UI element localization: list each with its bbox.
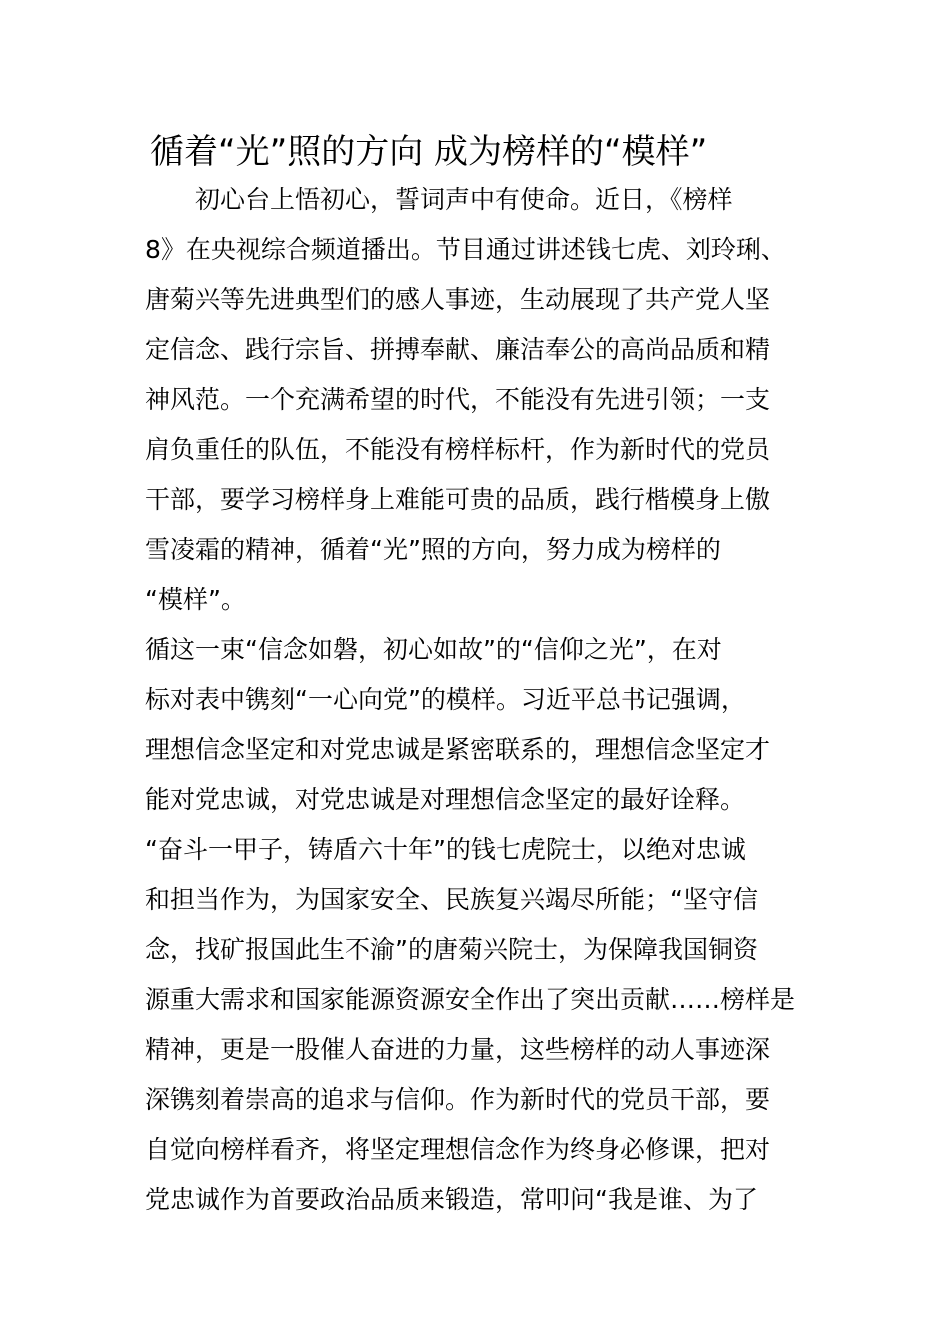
- body-line-9: “模样”。: [145, 585, 246, 614]
- body-line-10: 循这一束“信念如磐，初心如故”的“信仰之光”，在对: [145, 635, 722, 664]
- body-line-12: 理想信念坚定和对党忠诚是紧密联系的，理想信念坚定才: [145, 735, 771, 764]
- body-line-11: 标对表中镌刻“一心向党”的模样。习近平总书记强调，: [145, 685, 746, 714]
- body-line-3: 唐菊兴等先进典型们的感人事迹，生动展现了共产党人坚: [145, 285, 771, 314]
- document-title: 循着“光”照的方向 成为榜样的“模样”: [150, 132, 708, 172]
- body-line-7: 干部，要学习榜样身上难能可贵的品质，践行楷模身上傲: [145, 485, 771, 514]
- body-line-5: 神风范。一个充满希望的时代，不能没有先进引领；一支: [145, 385, 771, 414]
- body-line-8: 雪凌霜的精神，循着“光”照的方向，努力成为榜样的: [145, 535, 721, 564]
- body-line-21: 党忠诚作为首要政治品质来锻造，常叩问“我是谁、为了: [145, 1185, 758, 1214]
- body-line-2: 8》在央视综合频道播出。节目通过讲述钱七虎、刘玲琍、: [145, 235, 786, 264]
- body-line-19: 深镌刻着崇高的追求与信仰。作为新时代的党员干部，要: [145, 1085, 771, 1114]
- body-line-14: “奋斗一甲子，铸盾六十年”的钱七虎院士，以绝对忠诚: [145, 835, 746, 864]
- body-line-13: 能对党忠诚，对党忠诚是对理想信念坚定的最好诠释。: [145, 785, 746, 814]
- body-line-18: 精神，更是一股催人奋进的力量，这些榜样的动人事迹深: [145, 1035, 771, 1064]
- body-line-15: 和担当作为，为国家安全、民族复兴竭尽所能；“坚守信: [145, 885, 758, 914]
- body-line-1: 初心台上悟初心，誓词声中有使命。近日，《榜样: [145, 185, 733, 214]
- body-line-17: 源重大需求和国家能源资源安全作出了突出贡献……榜样是: [145, 985, 796, 1014]
- body-line-20: 自觉向榜样看齐，将坚定理想信念作为终身必修课，把对: [145, 1135, 771, 1164]
- body-line-6: 肩负重任的队伍，不能没有榜样标杆，作为新时代的党员: [145, 435, 771, 464]
- body-line-4: 定信念、践行宗旨、拼搏奉献、廉洁奉公的高尚品质和精: [145, 335, 771, 364]
- body-line-16: 念，找矿报国此生不渝”的唐菊兴院士，为保障我国铜资: [145, 935, 758, 964]
